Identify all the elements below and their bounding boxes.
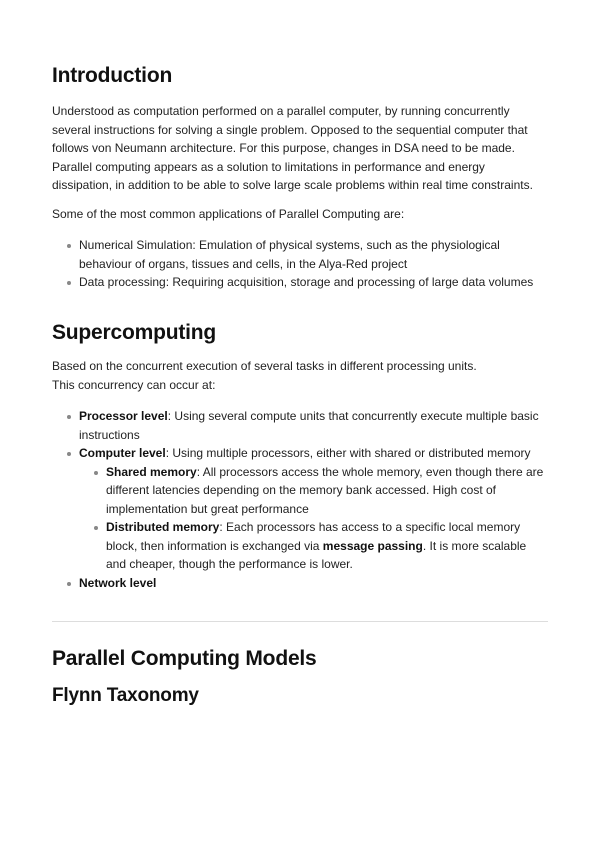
concurrency-levels-list <box>52 407 548 592</box>
list-item-computer-level: Computer level: Using multiple processors, either with shared or distributed memory Shared memory: All processors access the whole memory, even though there are different latencies depending on the memory bank accessed. High cost of implementation but great performance Distributed memory: Each processors has access to a specific local memory block, then information is exchanged via message passing. It is more scalable and cheaper, though the performance is lower. <box>52 444 548 574</box>
heading-flynn-taxonomy: Flynn Taxonomy <box>52 685 199 706</box>
heading-supercomputing: Supercomputing <box>52 321 217 344</box>
memory-types-list <box>79 463 548 574</box>
intro-line: Parallel computing appears as a solution to limitations in performance and energy <box>52 159 485 174</box>
horizontal-divider <box>52 621 548 622</box>
term-computer-level: Computer level <box>79 446 166 460</box>
term-processor-level: Processor level <box>79 409 168 423</box>
intro-line: follows von Neumann architecture. For this purpose, changes in DSA need to be made. <box>52 141 515 155</box>
list-item-numerical-simulation: Numerical Simulation: Emulation of physical systems, such as the physiological behaviour of organs, tissues and cells, in the Alya-Red project <box>52 236 548 273</box>
term-shared-memory: Shared memory <box>106 464 197 479</box>
list-item-processor-level: Processor level: Using several compute units that concurrently execute multiple basic instructions <box>52 407 548 444</box>
applications-list <box>52 236 548 292</box>
heading-parallel-computing-models: Parallel Computing Models <box>52 647 317 670</box>
list-item-distributed-memory: Distributed memory: Each processors has access to a specific local memory block, then information is exchanged via message passing. It is more scalable and cheaper, though the performance is lower. <box>79 518 548 574</box>
term-message-passing: message passing <box>322 538 423 553</box>
list-item-data-processing: Data processing: Requiring acquisition, storage and processing of large data volumes <box>52 273 548 292</box>
heading-introduction: Introduction <box>52 64 173 87</box>
list-item-shared-memory: Shared memory: All processors access the whole memory, even though there are different latencies depending on the memory bank accessed. High cost of implementation but great performance <box>79 463 548 519</box>
list-item-network-level <box>52 574 548 593</box>
intro-line: dissipation, in addition to be able to solve large scale problems within real time constraints. <box>52 178 533 192</box>
term-distributed-memory: Distributed memory <box>106 520 220 534</box>
intro-paragraph <box>52 102 533 195</box>
applications-intro: Some of the most common applications of Parallel Computing are: <box>52 207 405 221</box>
supercomputing-paragraph: Based on the concurrent execution of several tasks in different processing units. This concurrency can occur at: <box>52 359 477 392</box>
intro-line: several instructions for solving a single problem. Opposed to the sequential computer that <box>52 122 528 137</box>
intro-line: Understood as computation performed on a parallel computer, by running concurrently <box>52 104 510 118</box>
term-network-level: Network level <box>79 575 157 590</box>
